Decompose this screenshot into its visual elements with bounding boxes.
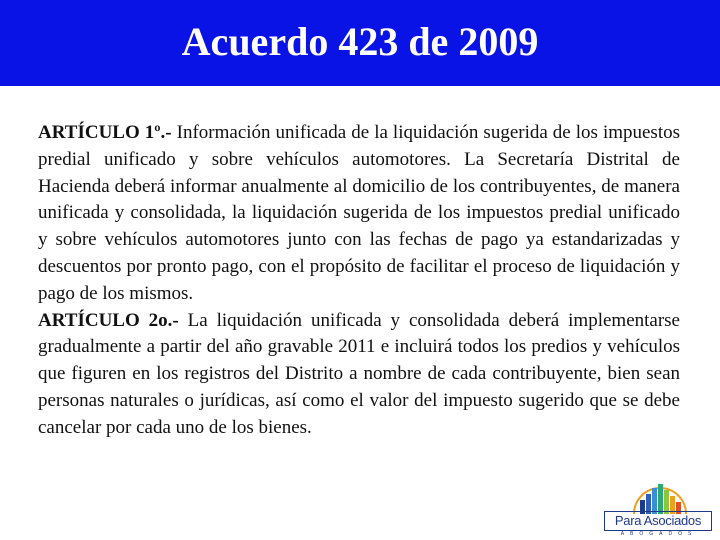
article-2-heading: ARTÍCULO 2o.- — [38, 309, 179, 331]
article-1-heading: ARTÍCULO 1º.- — [38, 122, 172, 143]
logo-subtext: ABOGADOS — [620, 531, 698, 537]
article-2-paragraph — [35, 308, 680, 442]
article-1-paragraph — [35, 120, 680, 308]
article-2-text: La liquidación unificada y consolidada deberá implementarse gradualmente a partir del año gravable 2011 e incluirá todos los predios y vehículos que figuren en los registros del Distrito a nombre de cada contribuyente, bien sean personas naturales o jurídicas, así como el valor del impuesto sugerido que se debe cancelar por cada uno de los bienes. — [38, 309, 680, 438]
document-body — [35, 120, 680, 442]
title-banner — [0, 0, 720, 86]
page-title: Acuerdo 423 de 2009 — [181, 18, 539, 64]
article-1-text: Información unificada de la liquidación sugerida de los impuestos predial unificado y sobre vehículos automotores. La Secretaría Distrital de Hacienda deberá informar anualmente al domicilio de los contribuyentes, de manera unificada y consolidada, la liquidación sugerida de los impuestos predial unificado y sobre vehículos automotores junto con las fechas de pago ya estandarizadas y descuentos por pronto pago, con el propósito de facilitar el proceso de liquidación y pago de los mismos. — [38, 122, 680, 304]
company-logo — [600, 478, 715, 538]
logo-wordmark: Para Asociados — [604, 511, 712, 531]
